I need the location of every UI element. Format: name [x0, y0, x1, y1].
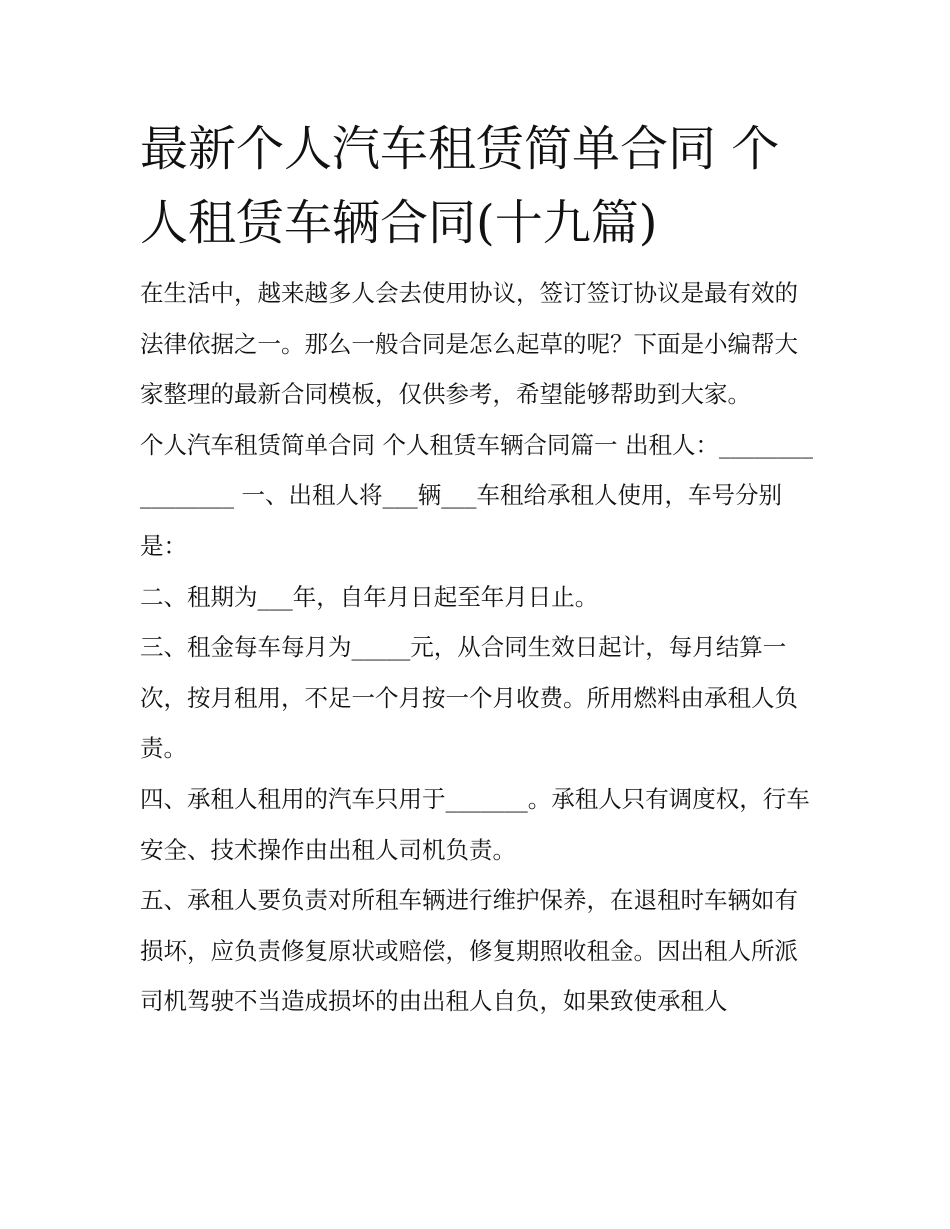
paragraph-clause-four: 四、承租人租用的汽车只用于_______。承租人只有调度权，行车安全、技术操作由出租人司机负责。 [140, 784, 810, 864]
document-body [140, 268, 820, 1027]
document-page [140, 112, 820, 1027]
document-title: 最新个人汽车租赁简单合同 个人租赁车辆合同(十九篇) [140, 121, 780, 251]
paragraph-clause-two: 二、租期为___年，自年月日起至年月日止。 [140, 582, 599, 611]
paragraph-clause-three: 三、租金每车每月为_____元，从合同生效日起计，每月结算一次，按月租用，不足一个月按一个月收费。所用燃料由承租人负责。 [140, 633, 798, 763]
paragraph-intro: 在生活中，越来越多人会去使用协议，签订签订协议是最有效的法律依据之一。那么一般合同是怎么起草的呢？下面是小编帮大家整理的最新合同模板，仅供参考，希望能够帮助到大家。 [140, 279, 798, 409]
paragraph-clause-five: 五、承租人要负责对所租车辆进行维护保养，在退租时车辆如有损坏，应负责修复原状或赔偿，修复期照收租金。因出租人所派司机驾驶不当造成损坏的由出租人自负，如果致使承租人 [140, 886, 798, 1016]
paragraph-chapter-one: 个人汽车租赁简单合同 个人租赁车辆合同篇一 出租人：________________ 一、出租人将___辆___车租给承租人使用，车号分别是： [140, 430, 813, 560]
